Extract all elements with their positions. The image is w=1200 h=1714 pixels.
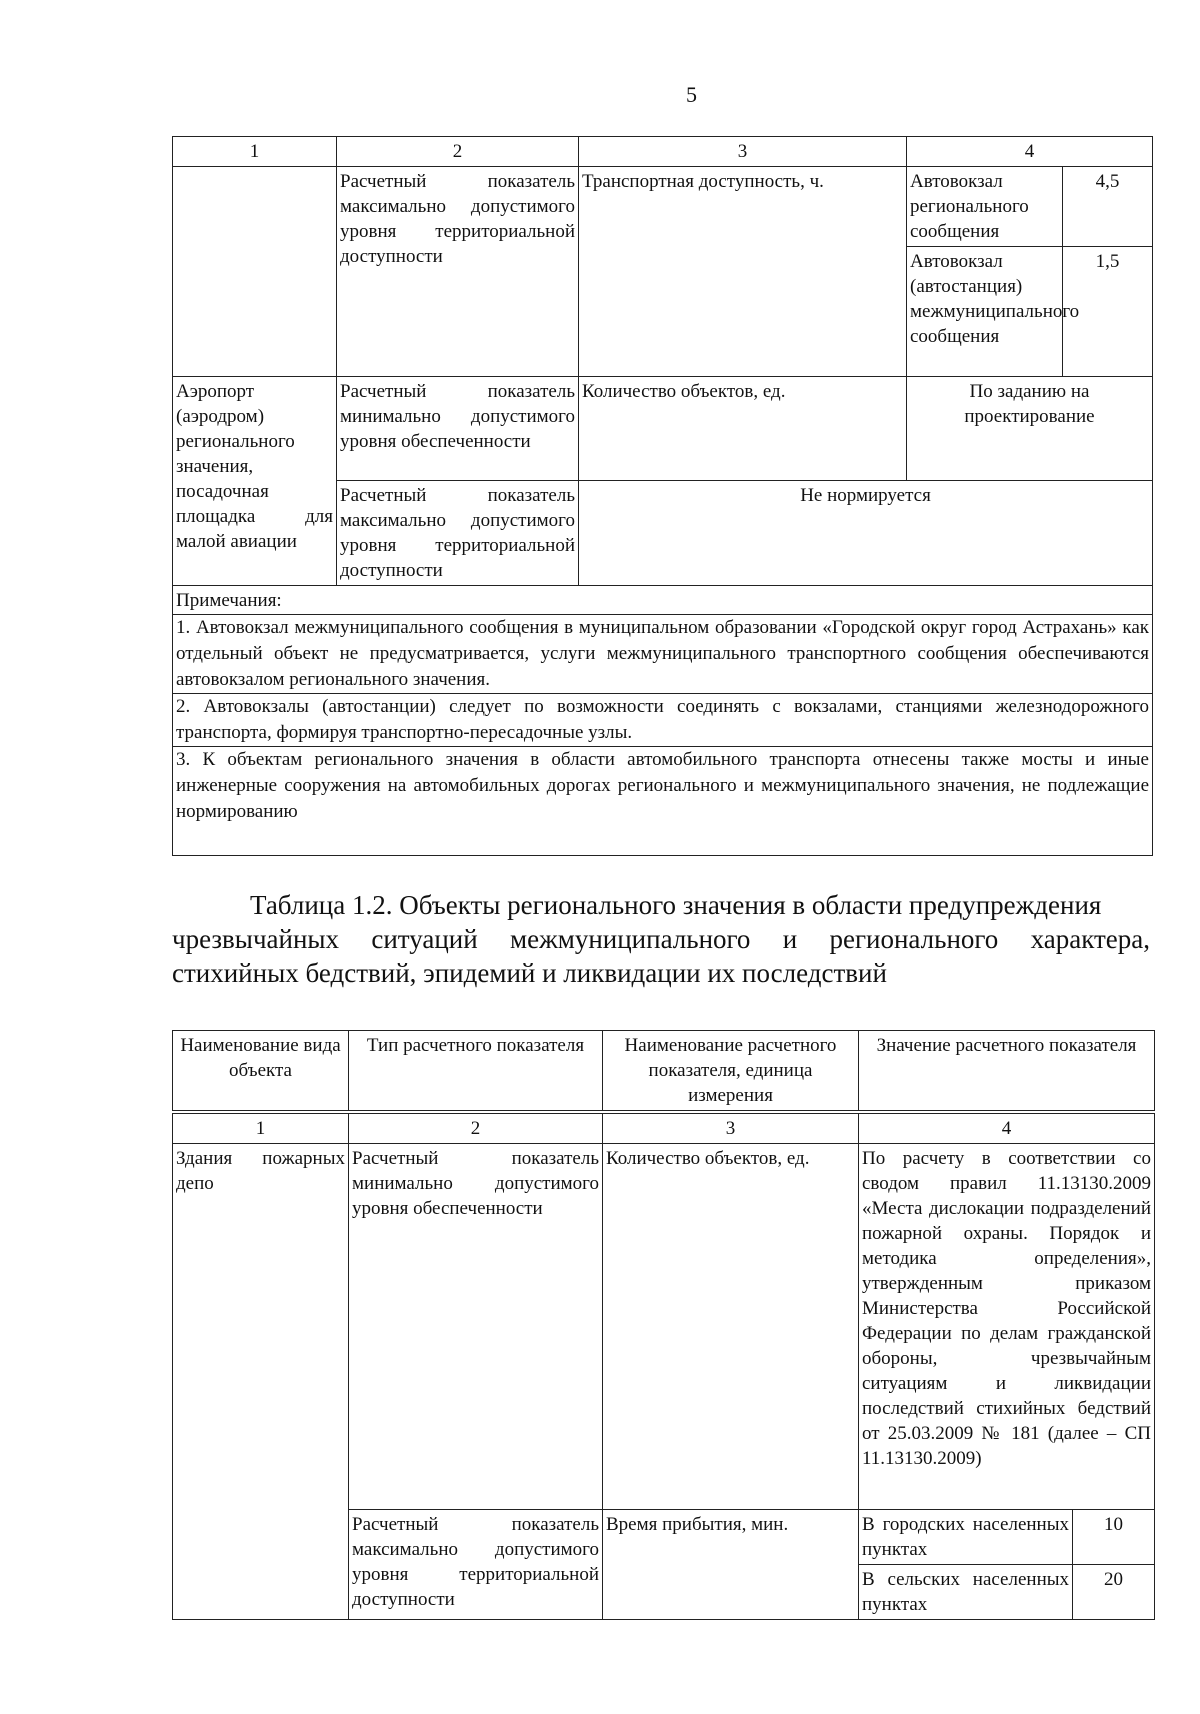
indicator-name-cell: Транспортная доступность, ч. [579, 167, 907, 377]
sub-label-cell: В городских населенных пунктах [859, 1510, 1073, 1565]
indicator-name-cell: Время прибытия, мин. [603, 1510, 859, 1620]
value-cell: Не нормируется [579, 481, 1153, 586]
value-cell: По заданию на проектирование [907, 377, 1153, 481]
table-title-line: Таблица 1.2. Объекты регионального значения в области предупреждения [250, 890, 1102, 920]
sub-label-cell: Автовокзал (автостанция) межмуниципального сообщения [907, 247, 1063, 377]
column-number: 1 [173, 137, 337, 167]
header-cell: Наименование вида объекта [173, 1031, 349, 1113]
table-title-line: чрезвычайных ситуаций межмуниципального и регионального характера, [172, 924, 1150, 954]
column-number: 3 [603, 1112, 859, 1144]
table-transport-objects [172, 136, 1153, 856]
header-cell: Наименование расчетного показателя, единица измерения [603, 1031, 859, 1113]
column-number: 2 [349, 1112, 603, 1144]
table-row [173, 377, 1153, 481]
column-number: 2 [337, 137, 579, 167]
notes-cell [173, 586, 1153, 856]
column-number: 3 [579, 137, 907, 167]
table-title-line: стихийных бедствий, эпидемий и ликвидации их последствий [172, 958, 887, 988]
table-title [172, 888, 1150, 990]
indicator-name-cell: Количество объектов, ед. [603, 1144, 859, 1510]
column-number: 1 [173, 1112, 349, 1144]
sub-value-cell: 4,5 [1063, 167, 1153, 247]
indicator-name-cell: Количество объектов, ед. [579, 377, 907, 481]
object-name-cell: Аэропорт (аэродром) регионального значения, посадочная площадка для малой авиации [173, 377, 337, 586]
sub-value-cell: 20 [1073, 1565, 1155, 1620]
table-row [173, 137, 1153, 167]
object-name-cell [173, 167, 337, 377]
notes-title: Примечания: [176, 590, 282, 611]
table-row-notes [173, 586, 1153, 856]
table-emergency-objects [172, 1030, 1155, 1620]
indicator-type-cell: Расчетный показатель максимально допустимого уровня территориальной доступности [337, 167, 579, 377]
note-item: 2. Автовокзалы (автостанции) следует по возможности соединять с вокзалами, станциями железнодорожного транспорта, формируя транспортно-пересадочные узлы. [173, 693, 1152, 746]
sub-value-cell: 1,5 [1063, 247, 1153, 377]
sub-value-cell: 10 [1073, 1510, 1155, 1565]
table-row [173, 167, 1153, 247]
sub-label-cell: В сельских населенных пунктах [859, 1565, 1073, 1620]
table-row [173, 1112, 1155, 1144]
sub-label-cell: Автовокзал регионального сообщения [907, 167, 1063, 247]
object-name-cell: Здания пожарных депо [173, 1144, 349, 1620]
indicator-type-cell: Расчетный показатель минимально допустимого уровня обеспеченности [349, 1144, 603, 1510]
header-cell: Тип расчетного показателя [349, 1031, 603, 1113]
table-header-row [173, 1031, 1155, 1113]
note-item: 3. К объектам регионального значения в области автомобильного транспорта отнесены также мосты и иные инженерные сооружения на автомобильных дорогах регионального и межмуниципального значения, не подлежащие нормированию [173, 746, 1152, 825]
indicator-type-cell: Расчетный показатель минимально допустимого уровня обеспеченности [337, 377, 579, 481]
note-item: 1. Автовокзал межмуниципального сообщения в муниципальном образовании «Городской округ город Астрахань» как отдельный объект не предусматривается, услуги межмуниципального транспортного сообщения обеспечиваются автовокзалом регионального значения. [173, 614, 1152, 693]
indicator-type-cell: Расчетный показатель максимально допустимого уровня территориальной доступности [349, 1510, 603, 1620]
indicator-type-cell: Расчетный показатель максимально допустимого уровня территориальной доступности [337, 481, 579, 586]
page-number: 5 [686, 82, 697, 107]
column-number: 4 [907, 137, 1153, 167]
header-cell: Значение расчетного показателя [859, 1031, 1155, 1113]
table-row [173, 1144, 1155, 1510]
column-number: 4 [859, 1112, 1155, 1144]
value-cell: По расчету в соответствии со сводом правил 11.13130.2009 «Места дислокации подразделений пожарной охраны. Порядок и методика определения», утвержденным приказом Министерства Российской Федерации по делам гражданской обороны, чрезвычайным ситуациям и ликвидации последствий стихийных бедствий от 25.03.2009 № 181 (далее – СП 11.13130.2009) [859, 1144, 1155, 1510]
